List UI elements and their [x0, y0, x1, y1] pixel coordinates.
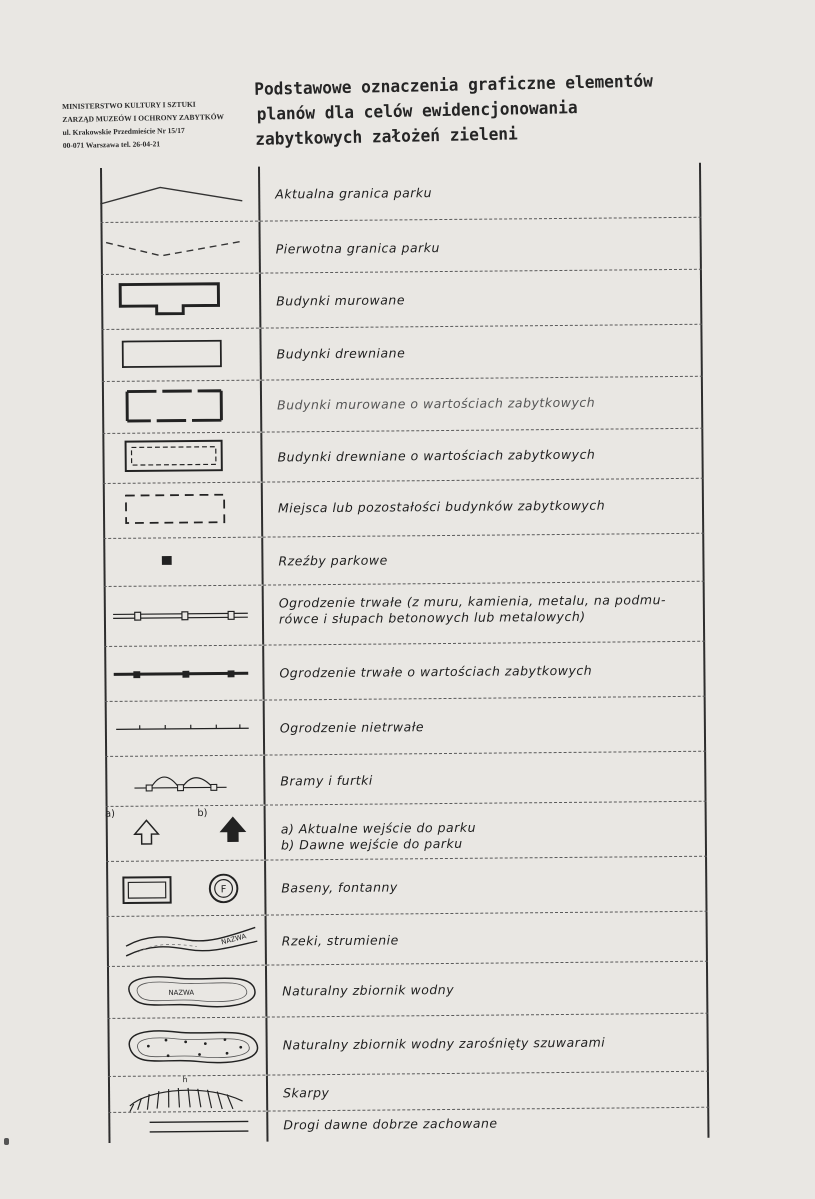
building-remains-symbol [103, 483, 263, 538]
legend-row-bramy [105, 751, 706, 806]
slope-height-label: h [182, 1075, 188, 1085]
symbol-cell [101, 274, 261, 329]
legend-row-wejscia [106, 801, 707, 861]
legend-label: Budynki drewniane [276, 345, 406, 362]
legend-row-budynki-murowane-zabytkowe [102, 376, 703, 433]
legend-row-budynki-drewniane [101, 324, 702, 381]
line-current-boundary-symbol [100, 167, 260, 222]
river-name-label: NAZWA [220, 932, 248, 947]
legend-row-drogi [108, 1107, 709, 1143]
legend-row-pierwotna-granica [100, 217, 701, 274]
legend-row-aktualna-granica [100, 163, 701, 222]
legend-label: Ogrodzenie trwałe o wartościach zabytkowych [279, 662, 593, 681]
symbol-cell [104, 586, 265, 646]
permanent-fence-symbol [104, 586, 265, 646]
pool-fountain-symbol [106, 861, 266, 916]
symbol-cell [103, 483, 263, 538]
legend-label-line-1: Ogrodzenie trwałe (z muru, kamienia, metalu, na podmu- [278, 592, 667, 611]
title-line-2: planów dla celów ewidencjonowania [256, 98, 578, 125]
symbol-cell [107, 916, 267, 966]
legend-row-miejsca-pozostalosci [103, 478, 704, 538]
symbol-cell [100, 222, 260, 274]
legend-row-ogrodzenie-nietrwale [105, 696, 706, 756]
symbol-cell [107, 966, 267, 1018]
old-road-symbol [108, 1112, 268, 1143]
stamp-line-1: MINISTERSTWO KULTURY I SZTUKI [62, 99, 196, 111]
legend-label [279, 592, 699, 628]
legend-label: Baseny, fontanny [281, 879, 398, 896]
legend-label: Naturalny zbiornik wodny [282, 981, 455, 999]
legend-label: Budynki murowane [276, 292, 406, 309]
legend-label-line-2: rówce i słupach betonowych lub metalowych) [278, 608, 586, 627]
legend-label: Budynki murowane o wartościach zabytkowych [277, 394, 596, 413]
symbol-cell [104, 646, 264, 701]
water-name-label: NAZWA [168, 988, 195, 997]
legend-row-zbiornik [107, 961, 708, 1018]
legend-row-budynki-murowane [101, 269, 702, 329]
symbol-cell [106, 861, 266, 916]
overgrown-water-body-symbol [107, 1018, 267, 1076]
institution-stamp [62, 96, 273, 152]
symbol-cell [108, 1076, 268, 1112]
legend-label: Aktualna granica parku [275, 185, 433, 202]
legend-row-baseny [106, 856, 707, 916]
symbol-cell [108, 1112, 268, 1143]
legend-label: Naturalny zbiornik wodny zarośnięty szuwarami [282, 1034, 606, 1053]
symbol-cell [103, 538, 263, 586]
historic-wooden-building-symbol [102, 433, 262, 483]
wooden-building-symbol [101, 329, 261, 381]
gate-symbol [105, 756, 265, 806]
legend-label-line-1: a) Aktualne wejście do parku [280, 819, 477, 837]
river-symbol [107, 916, 267, 966]
legend-table [100, 163, 709, 1143]
symbol-cell [105, 756, 265, 806]
legend-label: Pierwotna granica parku [275, 240, 440, 257]
symbol-label-b: b) [197, 807, 208, 819]
fountain-label: F [220, 884, 227, 896]
sculpture-symbol [103, 538, 263, 586]
legend-row-rzezby [103, 533, 704, 586]
legend-label [281, 818, 701, 854]
legend-label: Budynki drewniane o wartościach zabytkowych [277, 446, 596, 465]
natural-water-body-symbol [107, 966, 267, 1018]
title-line-1: Podstawowe oznaczenia graficzne elementów [254, 71, 654, 100]
legend-row-zbiornik-zarosniety [107, 1013, 708, 1076]
symbol-cell [107, 1018, 267, 1076]
stamp-line-2: ZARZĄD MUZEÓW I OCHRONY ZABYTKÓW [62, 112, 225, 124]
symbol-cell [105, 701, 265, 756]
legend-label: Miejsca lub pozostałości budynków zabytkowych [277, 497, 606, 516]
arrow-up-filled-icon [221, 818, 245, 842]
dashed-original-boundary-symbol [100, 222, 260, 274]
symbol-cell [102, 381, 262, 433]
legend-label: Drogi dawne dobrze zachowane [283, 1115, 498, 1133]
legend-label: Bramy i furtki [280, 772, 373, 789]
symbol-label-a: a) [105, 808, 116, 820]
ink-blot [4, 1138, 9, 1145]
symbol-cell [102, 433, 262, 483]
symbol-cell [100, 167, 260, 222]
legend-row-budynki-drewniane-zabytkowe [102, 428, 703, 483]
masonry-building-symbol [101, 274, 261, 329]
symbol-cell [106, 806, 266, 861]
document-title [248, 69, 689, 153]
legend-label-line-2: b) Dawne wejście do parku [280, 835, 463, 853]
historic-fence-symbol [104, 646, 264, 701]
legend-row-ogrodzenie-trwale [104, 581, 706, 646]
historic-masonry-building-symbol [102, 381, 262, 433]
temporary-fence-symbol [105, 701, 265, 756]
legend-row-skarpy [108, 1071, 709, 1112]
legend-row-rzeki [107, 911, 708, 966]
legend-label: Rzeźby parkowe [278, 552, 388, 569]
legend-label: Rzeki, strumienie [281, 932, 399, 949]
arrow-up-outline-icon [135, 820, 159, 844]
slope-symbol [108, 1076, 268, 1112]
title-line-3: zabytkowych założeń zieleni [255, 124, 518, 150]
stamp-line-4: 00-071 Warszawa tel. 26-04-21 [62, 139, 161, 150]
entrance-arrows-symbol [106, 806, 266, 861]
legend-row-ogrodzenie-zabytkowe [104, 641, 705, 701]
symbol-cell [101, 329, 261, 381]
stamp-line-3: ul. Krakowskie Przedmieście Nr 15/17 [62, 125, 185, 137]
legend-label: Skarpy [283, 1085, 330, 1101]
legend-label: Ogrodzenie nietrwałe [279, 719, 425, 736]
